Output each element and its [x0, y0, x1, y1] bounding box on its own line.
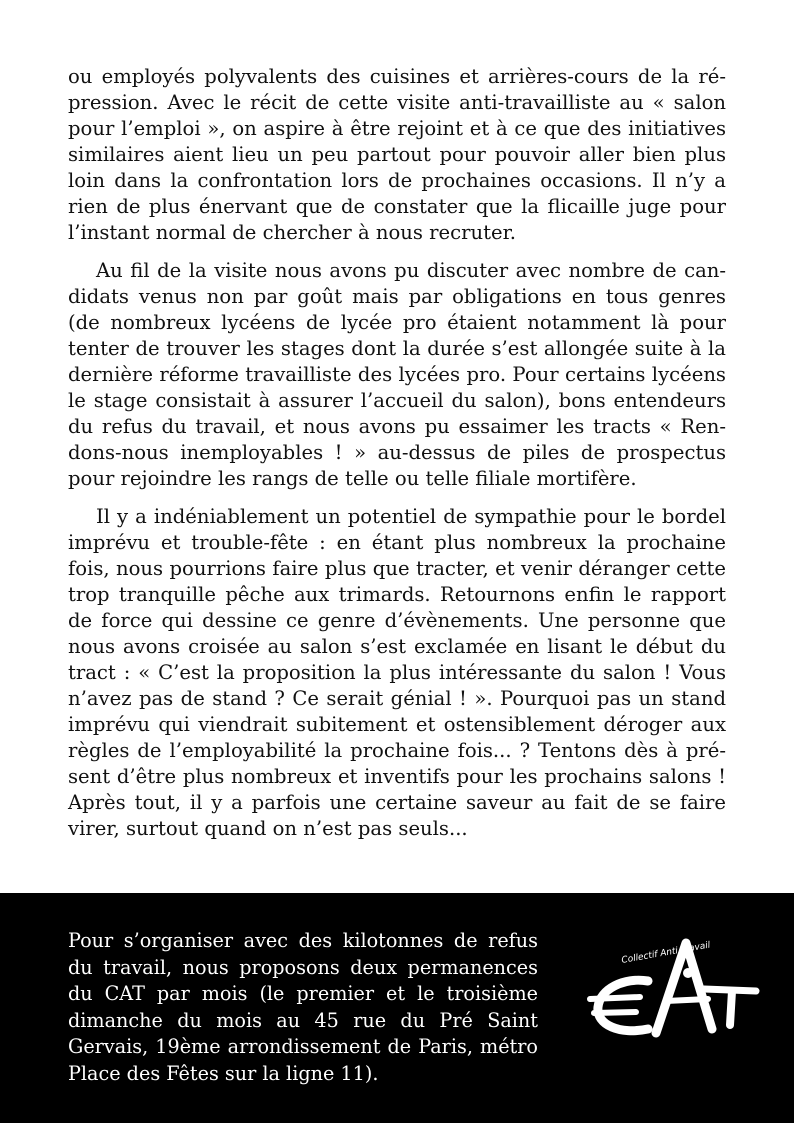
logo-a-eye-icon — [683, 968, 693, 978]
logo-c-bar-top — [590, 997, 640, 999]
logo-a-crossbar — [666, 999, 708, 1001]
logo-t-stem — [730, 991, 732, 1025]
paragraph-2: Au fil de la visite nous avons pu discuter avec nombre de candidats venus non par goût mais par obligations en tous genres (de nombreux lycéens de lycée pro étaient notamment là pour tenter de trouver les stages dont la durée s’est allongée suite à la dernière réforme travailliste des lycées pro. Pour certains lycéens le stage consistait à assurer l’accueil du salon), bons entendeurs du refus du travail, et nous avons pu essaimer les tracts « Rendons-nous inemployables ! » au-dessus de piles de prospectus pour rejoindre les rangs de telle ou telle filiale mortifère. — [68, 259, 726, 490]
cat-logo — [586, 933, 761, 1043]
footer-text: Pour s’organiser avec des kilotonnes de refus du travail, nous proposons deux permanences du CAT par mois (le premier et le troisième dimanche du mois au 45 rue du Pré Saint Gervais, 19ème arrondissement de Paris, métro Place des Fêtes sur la ligne 11). — [68, 929, 538, 1085]
logo-c-stroke — [598, 980, 648, 1031]
article-body — [68, 64, 726, 854]
logo-caption: Collectif Anti Travail — [620, 940, 712, 966]
footer-banner — [0, 893, 794, 1123]
paragraph-1: ou employés polyvalents des cuisines et arrières-cours de la répression. Avec le récit de cette visite anti-travailliste au « salon pour l’emploi », on aspire à être rejoint et à ce que des initiatives similaires aient lieu un peu partout pour pouvoir aller bien plus loin dans la confrontation lors de prochaines occasions. Il n’y a rien de plus énervant que de constater que la flicaille juge pour l’instant normal de chercher à nous recruter. — [68, 65, 726, 244]
logo-c-bar-bottom — [594, 1012, 636, 1013]
paragraph-3: Il y a indéniablement un potentiel de sympathie pour le bordel imprévu et trouble-fête : en étant plus nombreux la prochaine fois, nous pourrions faire plus que tracter, et venir déranger cette trop tranquille pêche aux trimards. Retournons enfin le rapport de force qui dessine ce genre d’évènements. Une personne que nous avons croisée au salon s’est exclamée en lisant le début du tract : « C’est la proposition la plus intéressante du salon ! Vous n’avez pas de stand ? Ce serait génial ! ». Pourquoi pas un stand imprévu qui viendrait subitement et ostensiblement déroger aux règles de l’employabilité la prochaine fois... ? Tentons dès à présent d’être plus nombreux et inventifs pour les prochains salons ! Après tout, il y a parfois une certaine saveur au fait de se faire virer, surtout quand on n’est pas seuls... — [68, 505, 726, 840]
